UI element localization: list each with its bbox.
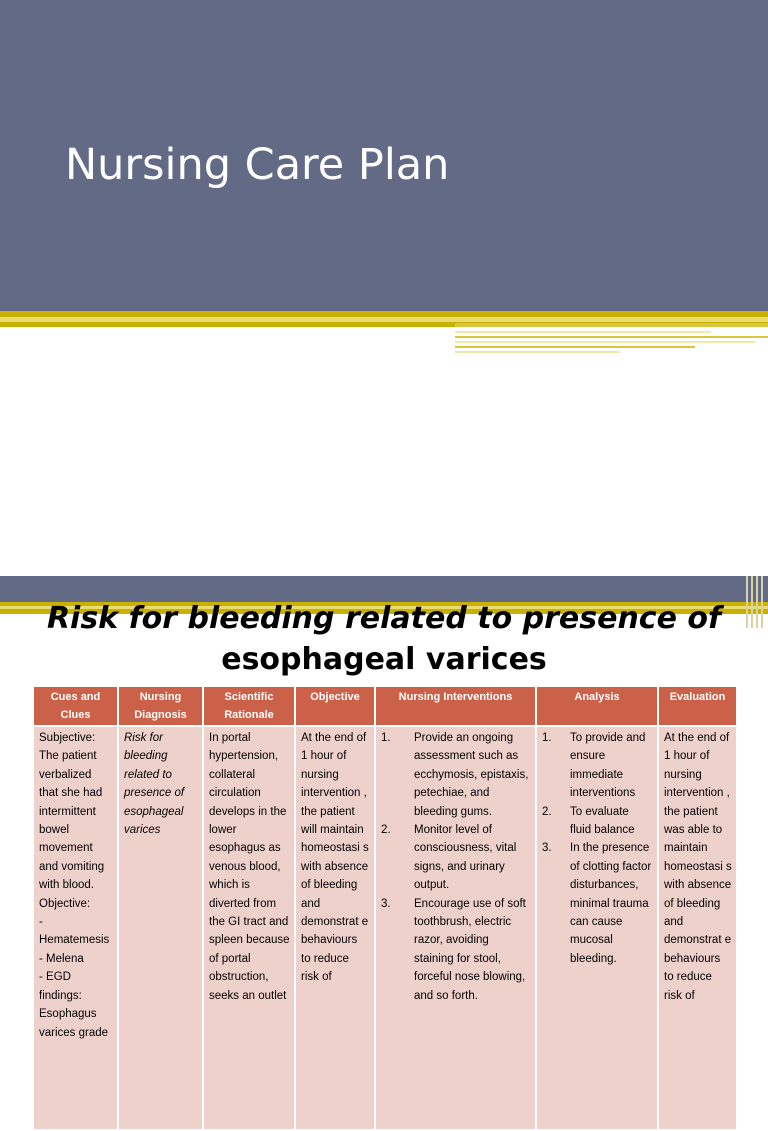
decorative-stripe [455, 346, 695, 348]
objective-label: Objective: [39, 897, 91, 910]
header-analysis: Analysis [536, 686, 658, 726]
header-diagnosis: Nursing Diagnosis [118, 686, 203, 726]
decorative-stripe [455, 331, 711, 333]
objective-item: - Melena [39, 952, 84, 965]
table-row [33, 726, 737, 1130]
cell-objective: At the end of 1 hour of nursing intervention , the patient will maintain homeostasi s with absence of bleeding and demonstrat e behaviours to reduce risk of [295, 726, 375, 1130]
header-rationale: Scientific Rationale [203, 686, 295, 726]
accent-band-highlight [0, 317, 768, 322]
care-plan-title [0, 598, 768, 680]
list-item: 1. To provide and ensure immediate interventions [542, 732, 646, 800]
cell-evaluation: At the end of 1 hour of nursing intervention , the patient was able to maintain homeostasi s with absence of bleeding and demonstrat e behaviours to reduce risk of [658, 726, 737, 1130]
cell-cues [33, 726, 118, 1130]
decorative-stripe [455, 351, 620, 353]
care-plan-title-line2: esophageal varices [221, 642, 547, 677]
subjective-label: Subjective: [39, 732, 96, 744]
interventions-list [381, 729, 531, 1005]
header-cues: Cues and Clues [33, 686, 118, 726]
header-objective: Objective [295, 686, 375, 726]
decorative-stripe [455, 341, 755, 343]
analysis-list [542, 729, 653, 968]
list-item: 2. To evaluate fluid balance [542, 805, 635, 837]
decorative-stripe [455, 323, 768, 327]
objective-dash: - [39, 916, 43, 929]
cell-analysis [536, 726, 658, 1130]
header-evaluation: Evaluation [658, 686, 737, 726]
header-interventions: Nursing Interventions [375, 686, 536, 726]
list-item: 3. In the presence of clotting factor disturbances, minimal trauma can cause mucosal bleeding. [542, 842, 652, 965]
cell-interventions [375, 726, 536, 1130]
slide-title: Nursing Care Plan [65, 140, 450, 190]
cell-rationale: In portal hypertension, collateral circulation develops in the lower esophagus as venous blood, which is diverted from the GI tract and spleen because of portal obstruction, seeks an outlet [203, 726, 295, 1130]
list-item: 2. Monitor level of consciousness, vital signs, and urinary output. [381, 824, 517, 892]
table-header-row [33, 686, 737, 726]
objective-item: - EGD findings: Esophagus varices grade [39, 971, 109, 1039]
list-item: 1. Provide an ongoing assessment such as ecchymosis, epistaxis, petechiae, and bleeding gums. [381, 732, 529, 818]
decorative-stripe [455, 336, 768, 338]
objective-item: Hematemesis [39, 934, 110, 947]
cell-diagnosis: Risk for bleeding related to presence of esophageal varices [118, 726, 203, 1130]
list-item: 3. Encourage use of soft toothbrush, electric razor, avoiding staining for stool, forceful nose blowing, and so forth. [381, 897, 526, 1002]
care-plan-title-line1: Risk for bleeding related to presence of [46, 601, 722, 636]
subjective-text: The patient verbalized that she had intermittent bowel movement and vomiting with blood. [39, 750, 105, 892]
title-slide-header [0, 0, 768, 311]
care-plan-slide [0, 576, 768, 1039]
care-plan-table [32, 685, 738, 1131]
